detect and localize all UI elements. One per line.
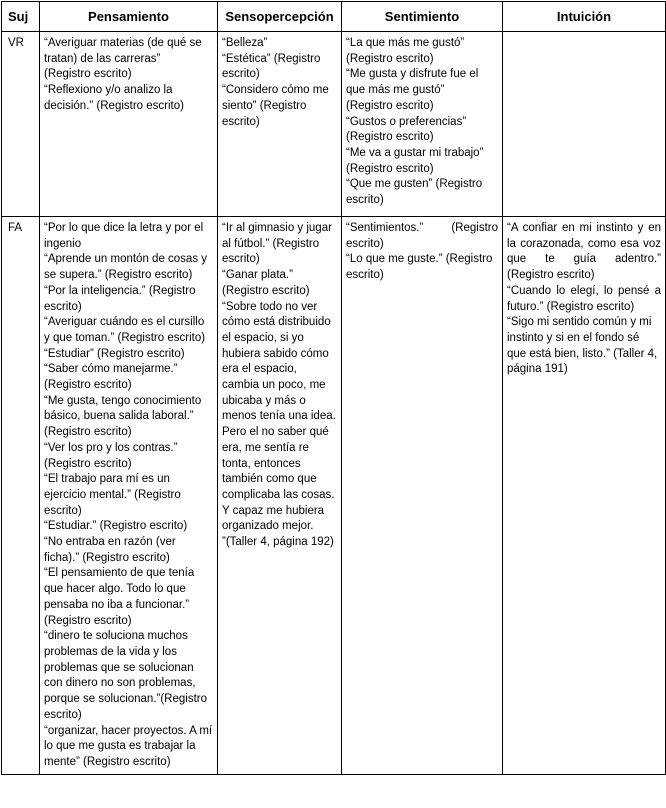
- header-row: [2, 2, 666, 32]
- cell-line: “dinero te soluciona muchos problemas de la vida y los problemas que se solucionan con dinero no son problemas, porque se solucionan.”(Registro escrito): [44, 630, 208, 721]
- cell-line: “Me va a gustar mi trabajo”: [346, 146, 484, 159]
- table-row: [2, 32, 666, 217]
- cell-line: “Estudiar” (Registro escrito): [44, 347, 185, 360]
- header-suj: Suj: [2, 2, 40, 32]
- cell-line: “Ganar plata.” (Registro escrito): [222, 269, 310, 297]
- comparison-table: [1, 1, 666, 775]
- cell-line: “Me gusta y disfrute fue el que más me gustó”: [346, 68, 479, 97]
- cell-line: “Lo que me guste.” (Registro escrito): [346, 253, 493, 282]
- header-pensamiento: Pensamiento: [40, 2, 218, 32]
- cell-line: (Registro escrito): [44, 68, 132, 81]
- cell-intuicion: [503, 32, 666, 217]
- cell-line: “organizar, hacer proyectos. A mí lo que me gusta es trabajar la mente” (Registro escrito): [44, 724, 213, 768]
- cell-line: (Registro escrito): [346, 162, 434, 175]
- cell-line: “No entraba en razón (ver ficha).” (Registro escrito): [44, 536, 176, 564]
- cell-line: “Sigo mi sentido común y mi instinto y si en el fondo sé que está bien, listo.” (Taller 4, página 191): [507, 316, 658, 376]
- cell-line: “Sentimientos.” (Registro escrito): [346, 222, 498, 250]
- cell-suj: FA: [2, 217, 40, 775]
- cell-line: “La que más me gustó”: [346, 37, 465, 49]
- table-row: [2, 217, 666, 775]
- cell-pensamiento: [40, 32, 218, 217]
- header-sensopercepcion: Sensopercepción: [218, 2, 342, 32]
- cell-line: “Averiguar materias (de qué se tratan) de las carreras”: [44, 37, 202, 65]
- header-sentimiento: Sentimiento: [342, 2, 503, 32]
- cell-pensamiento: [40, 217, 218, 775]
- cell-line: “Belleza”: [222, 37, 268, 49]
- cell-line: (Registro escrito): [346, 99, 434, 112]
- cell-line: “Estética” (Registro escrito): [222, 52, 321, 81]
- cell-line: “Por la inteligencia.” (Registro escrito): [44, 284, 196, 313]
- cell-line: “El pensamiento de que tenía que hacer algo. Todo lo que pensaba no iba a funcionar.” (Registro escrito): [44, 567, 195, 627]
- cell-line: “Estudiar.” (Registro escrito): [44, 520, 188, 533]
- cell-line: (Registro escrito): [346, 131, 434, 144]
- cell-line: “El trabajo para mí es un ejercicio mental.” (Registro escrito): [44, 473, 181, 517]
- cell-line: “Saber cómo manejarme.” (Registro escrito): [44, 363, 178, 392]
- cell-line: “Aprende un montón de cosas y se supera.” (Registro escrito): [44, 253, 208, 282]
- cell-line: “A confiar en mi instinto y en la corazonada, como esa voz que te guía adentro.” (Registro escrito): [507, 222, 661, 282]
- cell-sentimiento: [342, 32, 503, 217]
- cell-line: “Averiguar cuándo es el cursillo y que toman.” (Registro escrito): [44, 316, 206, 344]
- cell-line: “Gustos o preferencias”: [346, 115, 467, 128]
- cell-line: “Considero cómo me siento” (Registro escrito): [222, 84, 329, 128]
- cell-line: “Reflexiono y/o analizo la decisión.” (Registro escrito): [44, 84, 184, 112]
- cell-line: “Ver los pro y los contras.” (Registro escrito): [44, 441, 178, 470]
- header-intuicion: Intuición: [503, 2, 666, 32]
- cell-line: “Cuando lo elegí, lo pensé a futuro.” (Registro escrito): [507, 284, 661, 313]
- cell-sensopercepcion: [218, 217, 342, 775]
- cell-line: “Sobre todo no ver cómo está distribuido el espacio, si yo hubiera sabido cómo era el espacio, cambia un poco, me ubicaba y más o menos tenía una idea. Pero el no saber qué era, me sentía re tonta, entonces también como que complicaba las cosas. Y capaz me hubiera organizado mejor. ”(Taller 4, página 192): [222, 300, 336, 549]
- cell-line: “Que me gusten” (Registro escrito): [346, 178, 483, 207]
- cell-line: “Ir al gimnasio y jugar al fútbol.” (Registro escrito): [222, 222, 332, 266]
- cell-line: “Por lo que dice la letra y por el ingenio: [44, 222, 204, 250]
- cell-line: (Registro escrito): [346, 52, 434, 65]
- cell-line: “Me gusta, tengo conocimiento básico, buena salida laboral.” (Registro escrito): [44, 394, 202, 439]
- cell-sensopercepcion: [218, 32, 342, 217]
- cell-sentimiento: [342, 217, 503, 775]
- cell-suj: VR: [2, 32, 40, 217]
- cell-intuicion: [503, 217, 666, 775]
